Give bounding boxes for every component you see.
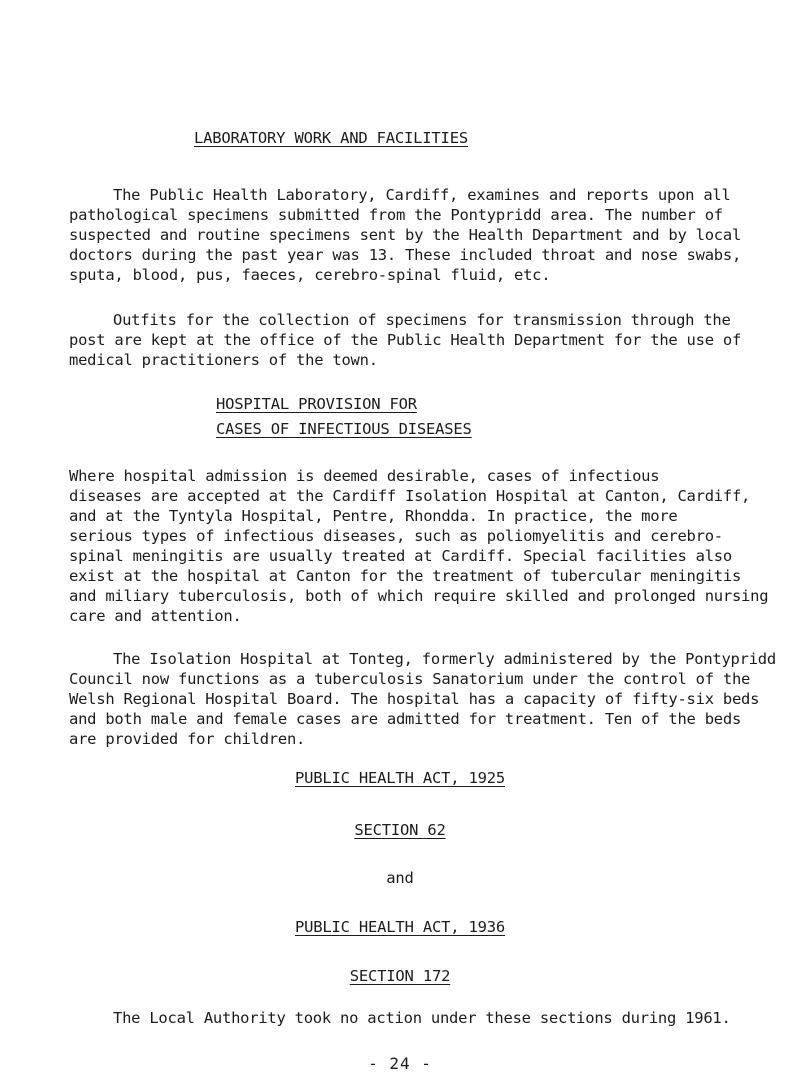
- section-heading-62: [0, 821, 800, 839]
- text-line: medical practitioners of the town.: [69, 351, 378, 369]
- text-line: suspected and routine specimens sent by the Health Department and by local: [69, 226, 742, 244]
- act-heading-1925: [0, 769, 800, 787]
- text-line: sputa, blood, pus, faeces, cerebro-spinal fluid, etc.: [69, 266, 551, 284]
- text-line: and both male and female cases are admitted for treatment. Ten of the beds: [69, 710, 742, 728]
- text-line: care and attention.: [69, 607, 242, 625]
- paragraph-hospital-admission: [69, 466, 769, 626]
- text-line: spinal meningitis are usually treated at Cardiff. Special facilities also: [69, 547, 732, 565]
- text-line: Outfits for the collection of specimens for transmission through the: [113, 311, 731, 329]
- section-heading-172: [0, 967, 800, 985]
- paragraph-laboratory: [69, 185, 769, 285]
- page-title: LABORATORY WORK AND FACILITIES: [194, 129, 468, 147]
- text-line: and miliary tuberculosis, both of which require skilled and prolonged nursing: [69, 587, 769, 605]
- text-line: The Public Health Laboratory, Cardiff, examines and reports upon all: [113, 186, 731, 204]
- text-line: doctors during the past year was 13. These included throat and nose swabs,: [69, 246, 742, 264]
- section-title: SECTION 172: [349, 967, 451, 985]
- paragraph-local-authority: [69, 1008, 769, 1028]
- text-line: Where hospital admission is deemed desirable, cases of infectious: [69, 467, 660, 485]
- text-line: and at the Tyntyla Hospital, Pentre, Rhondda. In practice, the more: [69, 507, 678, 525]
- text-line: pathological specimens submitted from the Pontypridd area. The number of: [69, 206, 723, 224]
- text-line: The Isolation Hospital at Tonteg, formerly administered by the Pontypridd: [113, 650, 776, 668]
- paragraph-isolation-hospital: [69, 649, 776, 749]
- paragraph-outfits: [69, 310, 769, 370]
- act-heading-1936: [0, 918, 800, 936]
- text-line: post are kept at the office of the Public Health Department for the use of: [69, 331, 742, 349]
- hospital-heading-line2: CASES OF INFECTIOUS DISEASES: [216, 420, 472, 438]
- act-title: PUBLIC HEALTH ACT, 1925: [294, 769, 506, 787]
- hospital-heading-line1: HOSPITAL PROVISION FOR: [216, 395, 417, 413]
- text-line: Council now functions as a tuberculosis Sanatorium under the control of the: [69, 670, 751, 688]
- page-number: - 24 -: [368, 1054, 432, 1073]
- text-line: are provided for children.: [69, 730, 306, 748]
- text-line: exist at the hospital at Canton for the treatment of tubercular meningitis: [69, 567, 742, 585]
- and-text: and: [386, 869, 414, 887]
- act-title: PUBLIC HEALTH ACT, 1936: [294, 918, 506, 936]
- text-line: serious types of infectious diseases, such as poliomyelitis and cerebro-: [69, 527, 723, 545]
- text-line: diseases are accepted at the Cardiff Isolation Hospital at Canton, Cardiff,: [69, 487, 751, 505]
- text-line: The Local Authority took no action under these sections during 1961.: [113, 1009, 731, 1027]
- section-title: SECTION 62: [354, 821, 446, 839]
- text-line: Welsh Regional Hospital Board. The hospital has a capacity of fifty-six beds: [69, 690, 760, 708]
